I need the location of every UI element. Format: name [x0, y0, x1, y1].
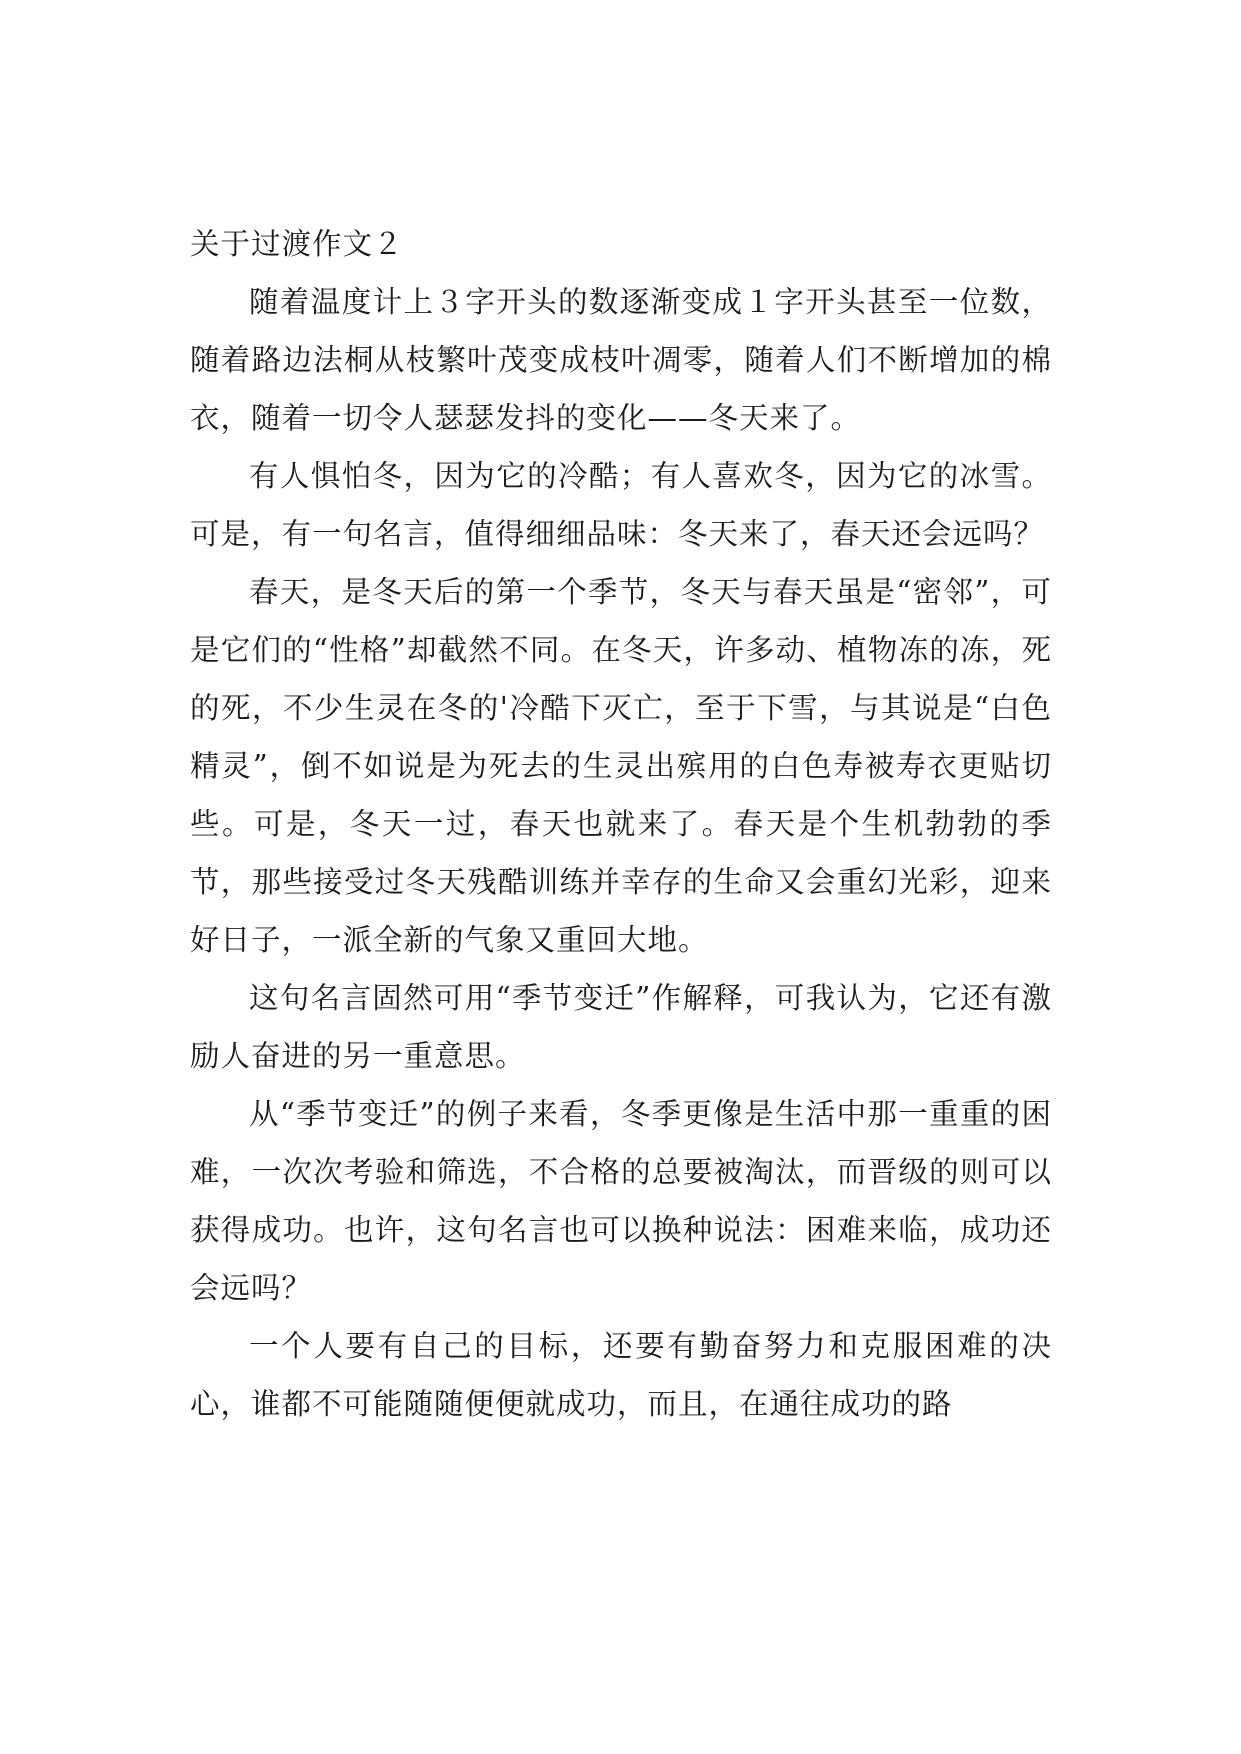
- paragraph-2: 有人惧怕冬，因为它的冷酷；有人喜欢冬，因为它的冰雪。可是，有一句名言，值得细细品味：冬天来了，春天还会远吗？: [190, 459, 1052, 551]
- paragraph-6: 一个人要有自己的目标，还要有勤奋努力和克服困难的决心，谁都不可能随随便便就成功，而且，在通往成功的路: [190, 1329, 1052, 1421]
- paragraph-5: 从“季节变迁”的例子来看，冬季更像是生活中那一重重的困难，一次次考验和筛选，不合格的总要被淘汰，而晋级的则可以获得成功。也许，这句名言也可以换种说法：困难来临，成功还会远吗？: [190, 1097, 1052, 1305]
- paragraph-1: 随着温度计上３字开头的数逐渐变成１字开头甚至一位数，随着路边法桐从枝繁叶茂变成枝叶凋零，随着人们不断增加的棉衣，随着一切令人瑟瑟发抖的变化——冬天来了。: [190, 285, 1052, 435]
- document-title: 关于过渡作文２: [190, 227, 404, 261]
- paragraph-4: 这句名言固然可用“季节变迁”作解释，可我认为，它还有激励人奋进的另一重意思。: [190, 981, 1052, 1073]
- paragraph-3: 春天，是冬天后的第一个季节，冬天与春天虽是“密邻”，可是它们的“性格”却截然不同。在冬天，许多动、植物冻的冻，死的死，不少生灵在冬的'冷酷下灭亡，至于下雪，与其说是“白色精灵”，倒不如说是为死去的生灵出殡用的白色寿被寿衣更贴切些。可是，冬天一过，春天也就来了。春天是个生机勃勃的季节，那些接受过冬天残酷训练并幸存的生命又会重幻光彩，迎来好日子，一派全新的气象又重回大地。: [190, 575, 1052, 957]
- document-body: [190, 215, 1052, 1433]
